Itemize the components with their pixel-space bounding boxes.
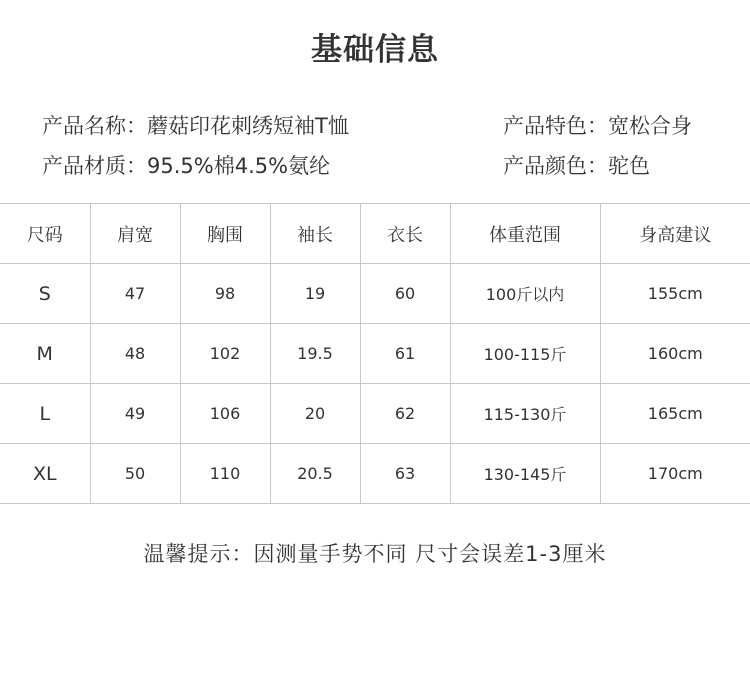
cell-shoulder: 50 bbox=[90, 444, 180, 504]
page-title: 基础信息 bbox=[311, 32, 439, 68]
cell-shoulder: 48 bbox=[90, 324, 180, 384]
cell-shoulder: 47 bbox=[90, 264, 180, 324]
product-feature-value: 宽松合身 bbox=[608, 114, 692, 138]
cell-length: 60 bbox=[360, 264, 450, 324]
product-color bbox=[503, 150, 650, 180]
cell-sleeve: 19 bbox=[270, 264, 360, 324]
header-chest: 胸围 bbox=[180, 204, 270, 264]
table-row bbox=[0, 324, 750, 384]
product-color-value: 驼色 bbox=[608, 154, 650, 178]
cell-chest: 102 bbox=[180, 324, 270, 384]
table-row bbox=[0, 264, 750, 324]
product-name-value: 蘑菇印花刺绣短袖T恤 bbox=[147, 114, 349, 138]
cell-weight: 115-130斤 bbox=[450, 384, 600, 444]
cell-sleeve: 19.5 bbox=[270, 324, 360, 384]
cell-weight: 130-145斤 bbox=[450, 444, 600, 504]
cell-weight: 100-115斤 bbox=[450, 324, 600, 384]
cell-height: 165cm bbox=[600, 384, 750, 444]
table-row bbox=[0, 384, 750, 444]
cell-length: 61 bbox=[360, 324, 450, 384]
product-color-label: 产品颜色： bbox=[503, 154, 608, 178]
cell-length: 63 bbox=[360, 444, 450, 504]
cell-size: M bbox=[0, 324, 90, 384]
product-feature bbox=[503, 110, 692, 140]
cell-size: L bbox=[0, 384, 90, 444]
product-material-value: 95.5%棉4.5%氨纶 bbox=[147, 154, 331, 178]
product-material bbox=[42, 150, 330, 180]
header-sleeve: 袖长 bbox=[270, 204, 360, 264]
cell-sleeve: 20.5 bbox=[270, 444, 360, 504]
cell-height: 160cm bbox=[600, 324, 750, 384]
cell-sleeve: 20 bbox=[270, 384, 360, 444]
cell-height: 155cm bbox=[600, 264, 750, 324]
header-weight: 体重范围 bbox=[450, 204, 600, 264]
cell-height: 170cm bbox=[600, 444, 750, 504]
header-shoulder: 肩宽 bbox=[90, 204, 180, 264]
header-size: 尺码 bbox=[0, 204, 90, 264]
cell-size: S bbox=[0, 264, 90, 324]
cell-shoulder: 49 bbox=[90, 384, 180, 444]
cell-chest: 106 bbox=[180, 384, 270, 444]
header-length: 衣长 bbox=[360, 204, 450, 264]
cell-chest: 110 bbox=[180, 444, 270, 504]
cell-size: XL bbox=[0, 444, 90, 504]
product-material-label: 产品材质： bbox=[42, 154, 147, 178]
cell-length: 62 bbox=[360, 384, 450, 444]
size-table bbox=[0, 203, 750, 504]
table-row bbox=[0, 444, 750, 504]
product-name-label: 产品名称： bbox=[42, 114, 147, 138]
header-height: 身高建议 bbox=[600, 204, 750, 264]
measurement-tip: 温馨提示：因测量手势不同 尺寸会误差1-3厘米 bbox=[143, 542, 607, 566]
cell-weight: 100斤以内 bbox=[450, 264, 600, 324]
product-feature-label: 产品特色： bbox=[503, 114, 608, 138]
table-header-row bbox=[0, 204, 750, 264]
cell-chest: 98 bbox=[180, 264, 270, 324]
product-name bbox=[42, 110, 349, 140]
